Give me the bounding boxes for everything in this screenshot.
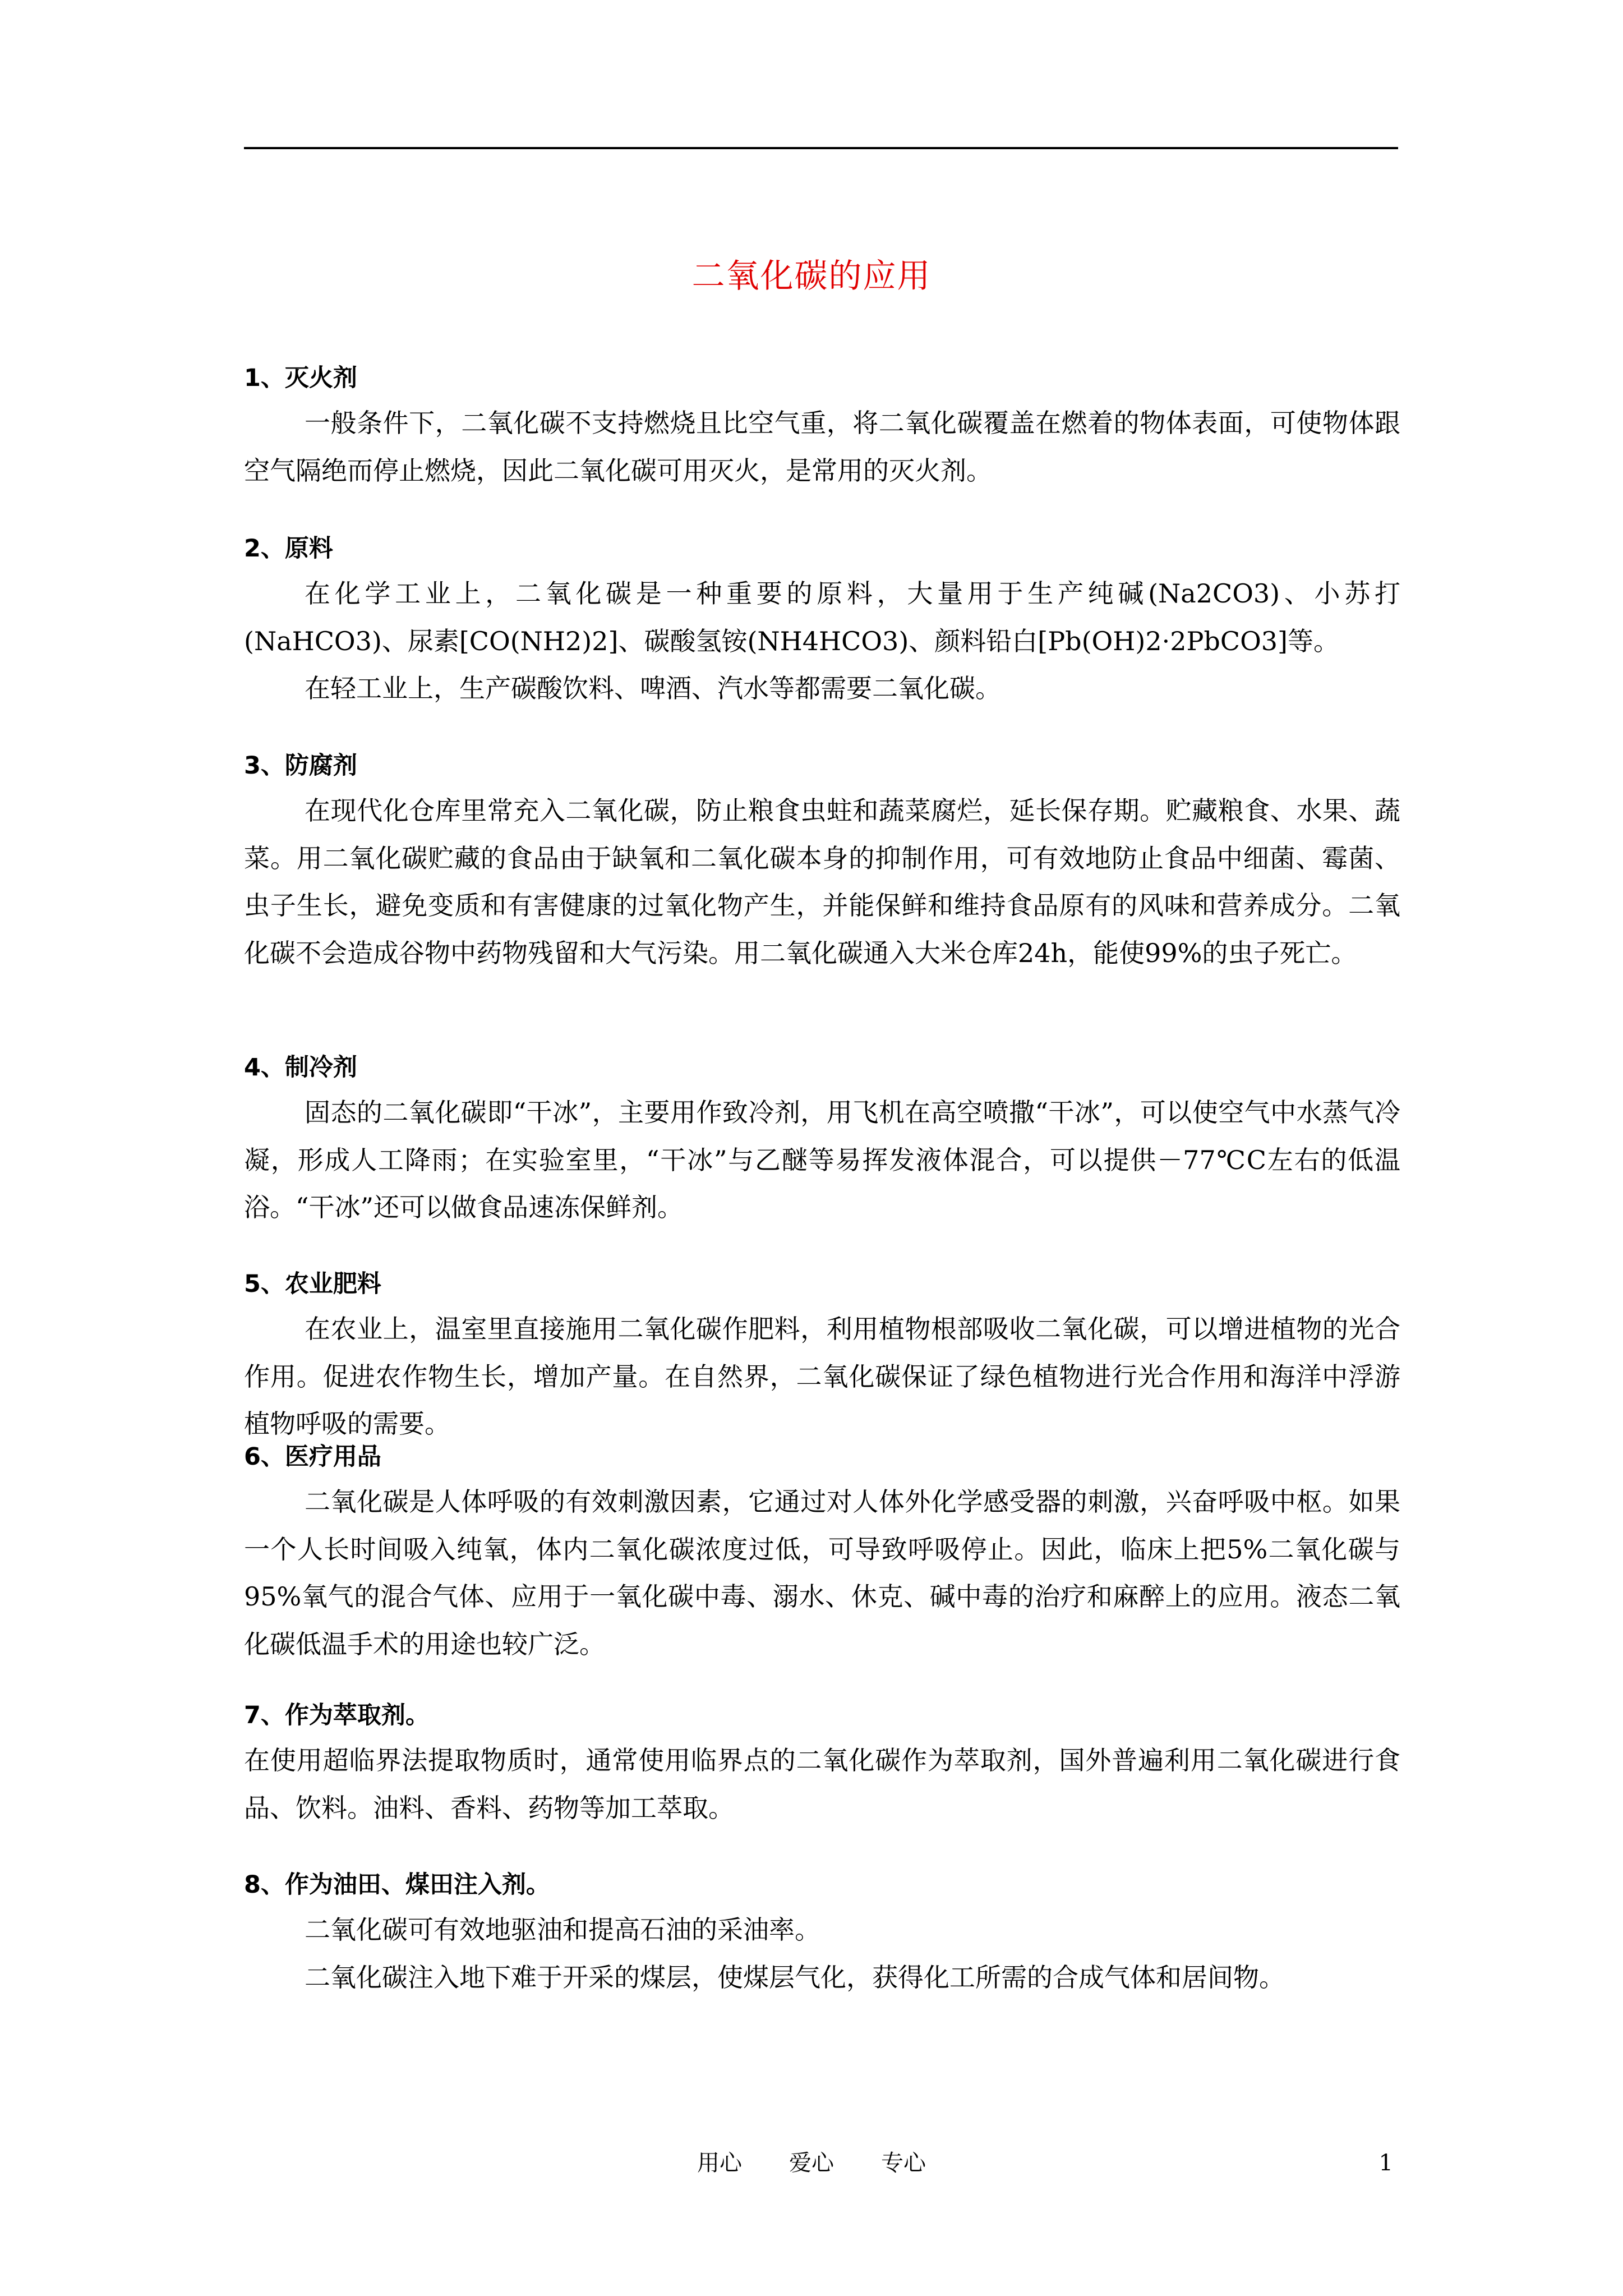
section-heading: 3、防腐剂 bbox=[244, 752, 357, 780]
section-paragraph: 在化学工业上，二氧化碳是一种重要的原料，大量用于生产纯碱(Na2CO3)、小苏打(NaHCO3)、尿素[CO(NH2)2]、碳酸氢铵(NH4HCO3)、颜料铅白[Pb(OH)2·2PbCO3]等。 bbox=[244, 578, 1400, 656]
footer-word: 专心 bbox=[881, 2150, 926, 2176]
section-heading: 5、农业肥料 bbox=[244, 1270, 381, 1298]
section-injection-agent bbox=[244, 1867, 1400, 2001]
section-heading: 1、灭火剂 bbox=[244, 364, 357, 392]
section-paragraph: 二氧化碳可有效地驱油和提高石油的采油率。 bbox=[305, 1915, 820, 1945]
document-title: 二氧化碳的应用 bbox=[691, 256, 932, 295]
section-medical-use bbox=[244, 1439, 1400, 1668]
section-extractant bbox=[244, 1697, 1400, 1832]
section-paragraph: 一般条件下，二氧化碳不支持燃烧且比空气重，将二氧化碳覆盖在燃着的物体表面，可使物体跟空气隔绝而停止燃烧，因此二氧化碳可用灭火，是常用的灭火剂。 bbox=[244, 408, 1400, 486]
section-fire-extinguisher bbox=[244, 360, 1400, 494]
section-raw-material bbox=[244, 531, 1400, 712]
footer-word: 用心 bbox=[697, 2150, 742, 2176]
section-paragraph: 在农业上，温室里直接施用二氧化碳作肥料，利用植物根部吸收二氧化碳，可以增进植物的光合作用。促进农作物生长，增加产量。在自然界，二氧化碳保证了绿色植物进行光合作用和海洋中浮游植物呼吸的需要。 bbox=[244, 1314, 1400, 1439]
section-heading: 8、作为油田、煤田注入剂。 bbox=[244, 1871, 550, 1899]
section-paragraph: 在使用超临界法提取物质时，通常使用临界点的二氧化碳作为萃取剂，国外普遍利用二氧化碳进行食品、饮料。油料、香料、药物等加工萃取。 bbox=[244, 1745, 1400, 1823]
section-paragraph: 在轻工业上，生产碳酸饮料、啤酒、汽水等都需要二氧化碳。 bbox=[305, 673, 1001, 703]
section-heading: 6、医疗用品 bbox=[244, 1443, 381, 1471]
footer-word: 爱心 bbox=[789, 2150, 834, 2176]
section-agricultural-fertilizer bbox=[244, 1266, 1400, 1448]
section-heading: 4、制冷剂 bbox=[244, 1053, 357, 1082]
section-paragraph: 二氧化碳是人体呼吸的有效刺激因素，它通过对人体外化学感受器的刺激，兴奋呼吸中枢。如果一个人长时间吸入纯氧，体内二氧化碳浓度过低，可导致呼吸停止。因此，临床上把5%二氧化碳与95%氧气的混合气体、应用于一氧化碳中毒、溺水、休克、碱中毒的治疗和麻醉上的应用。液态二氧化碳低温手术的用途也较广泛。 bbox=[244, 1487, 1400, 1659]
section-paragraph: 二氧化碳注入地下难于开采的煤层，使煤层气化，获得化工所需的合成气体和居间物。 bbox=[305, 1962, 1285, 1993]
section-paragraph: 固态的二氧化碳即“干冰”，主要用作致冷剂，用飞机在高空喷撒“干冰”，可以使空气中水蒸气冷凝，形成人工降雨；在实验室里，“干冰”与乙醚等易挥发液体混合，可以提供－77℃C左右的低温浴。“干冰”还可以做食品速冻保鲜剂。 bbox=[244, 1097, 1400, 1222]
header-rule bbox=[244, 147, 1398, 149]
section-preservative bbox=[244, 748, 1400, 977]
section-heading: 2、原料 bbox=[244, 535, 333, 563]
section-paragraph: 在现代化仓库里常充入二氧化碳，防止粮食虫蛀和蔬菜腐烂，延长保存期。贮藏粮食、水果、蔬菜。用二氧化碳贮藏的食品由于缺氧和二氧化碳本身的抑制作用，可有效地防止食品中细菌、霉菌、虫子生长，避免变质和有害健康的过氧化物产生，并能保鲜和维持食品原有的风味和营养成分。二氧化碳不会造成谷物中药物残留和大气污染。用二氧化碳通入大米仓库24h，能使99%的虫子死亡。 bbox=[244, 795, 1400, 968]
section-heading: 7、作为萃取剂。 bbox=[244, 1701, 430, 1729]
page-number: 1 bbox=[1378, 2150, 1393, 2176]
section-refrigerant bbox=[244, 1050, 1400, 1231]
